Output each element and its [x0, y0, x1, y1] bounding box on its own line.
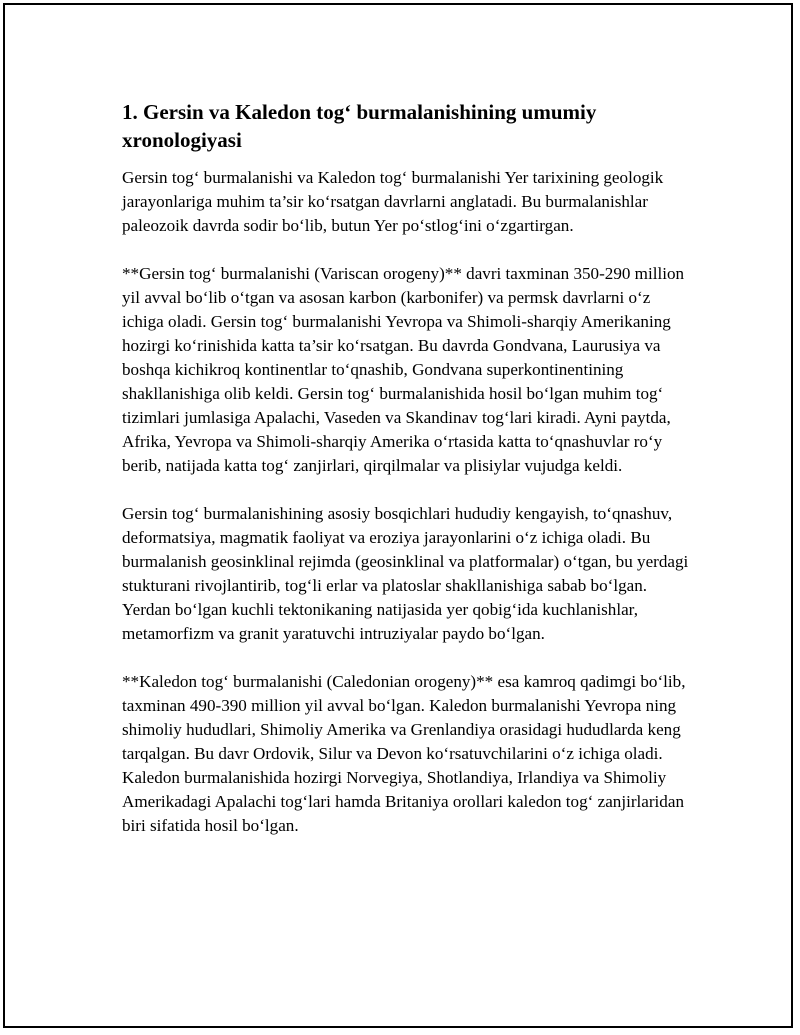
page-frame [3, 3, 793, 1028]
caledonian-paragraph: **Kaledon tog‘ burmalanishi (Caledonian orogeny)** esa kamroq qadimgi bo‘lib, taxminan 490-390 million yil avval bo‘lgan. Kaledon burmalanishi Yevropa ning shimoliy hududlari, Shimoliy Amerika va Grenlandiya orasidagi hududlarda keng tarqalgan. Bu davr Ordovik, Silur va Devon ko‘rsatuvchilarini o‘z ichiga oladi. Kaledon burmalanishida hozirgi Norvegiya, Shotlandiya, Irlandiya va Shimoliy Amerikadagi Apalachi tog‘lari hamda Britaniya orollari kaledon tog‘ zanjirlaridan biri sifatida hosil bo‘lgan. [122, 672, 690, 835]
variscan-paragraph: **Gersin tog‘ burmalanishi (Variscan orogeny)** davri taxminan 350-290 million yil avval bo‘lib o‘tgan va asosan karbon (karbonifer) va permsk davrlarni o‘z ichiga oladi. Gersin tog‘ burmalanishi Yevropa va Shimoli-sharqiy Amerikaning hozirgi ko‘rinishida katta ta’sir ko‘rsatgan. Bu davrda Gondvana, Laurusiya va boshqa kichikroq kontinentlar to‘qnashib, Gondvana superkontinentining shakllanishiga olib keldi. Gersin tog‘ burmalanishida hosil bo‘lgan muhim tog‘ tizimlari jumlasiga Apalachi, Vaseden va Skandinav tog‘lari kiradi. Ayni paytda, Afrika, Yevropa va Shimoli-sharqiy Amerika o‘rtasida katta to‘qnashuvlar ro‘y berib, natijada katta tog‘ zanjirlari, qirqilmalar va plisiylar vujudga keldi. [122, 264, 689, 475]
document-body [122, 98, 692, 862]
section-heading: 1. Gersin va Kaledon tog‘ burmalanishining umumiy xronologiyasi [122, 100, 597, 152]
variscan-stages-paragraph: Gersin tog‘ burmalanishining asosiy bosqichlari hududiy kengayish, to‘qnashuv, deformatsiya, magmatik faoliyat va eroziya jarayonlarini o‘z ichiga oladi. Bu burmalanish geosinklinal rejimda (geosinklinal va platformalar) o‘tgan, bu yerdagi stukturani rivojlantirib, tog‘li erlar va platoslar shakllanishiga sabab bo‘lgan. Yerdan bo‘lgan kuchli tektonikaning natijasida yer qobig‘ida kuchlanishlar, metamorfizm va granit yaratuvchi intruziyalar paydo bo‘lgan. [122, 504, 693, 643]
intro-paragraph: Gersin tog‘ burmalanishi va Kaledon tog‘ burmalanishi Yer tarixining geologik jarayonlariga muhim ta’sir ko‘rsatgan davrlarni anglatadi. Bu burmalanishlar paleozoik davrda sodir bo‘lib, butun Yer po‘stlog‘ini o‘zgartirgan. [122, 168, 668, 235]
